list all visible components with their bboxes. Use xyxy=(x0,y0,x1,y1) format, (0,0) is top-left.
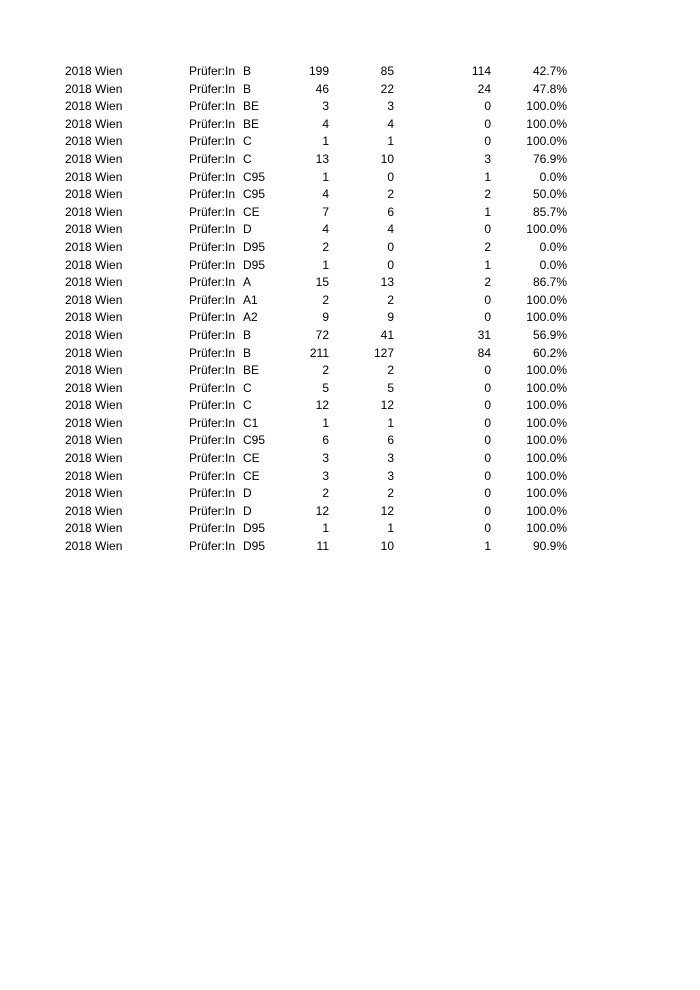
passed-cell: 9 xyxy=(387,310,394,325)
table-row xyxy=(0,63,700,81)
passed-cell: 2 xyxy=(387,187,394,202)
passed-cell: 1 xyxy=(387,521,394,536)
year-city-cell: 2018 Wien xyxy=(65,187,123,202)
role-cell: Prüfer:In xyxy=(189,433,236,448)
license-class-cell: B xyxy=(243,81,252,96)
role-cell: Prüfer:In xyxy=(189,345,236,360)
table-row xyxy=(0,292,700,310)
pass-rate-cell: 100.0% xyxy=(526,116,567,131)
passed-cell: 13 xyxy=(380,275,394,290)
failed-cell: 0 xyxy=(484,310,491,325)
license-class-cell: D xyxy=(243,503,252,518)
role-cell: Prüfer:In xyxy=(189,134,236,149)
total-cell: 1 xyxy=(322,521,329,536)
pass-rate-cell: 56.9% xyxy=(532,327,567,342)
pass-rate-cell: 86.7% xyxy=(532,275,567,290)
passed-cell: 12 xyxy=(380,398,394,413)
license-class-cell: CE xyxy=(243,451,260,466)
year-city-cell: 2018 Wien xyxy=(65,292,123,307)
year-city-cell: 2018 Wien xyxy=(65,433,123,448)
year-city-cell: 2018 Wien xyxy=(65,169,123,184)
failed-cell: 2 xyxy=(484,187,491,202)
failed-cell: 1 xyxy=(484,204,491,219)
table-row xyxy=(0,415,700,433)
year-city-cell: 2018 Wien xyxy=(65,116,123,131)
passed-cell: 4 xyxy=(387,116,394,131)
passed-cell: 127 xyxy=(373,345,394,360)
passed-cell: 22 xyxy=(380,81,394,96)
year-city-cell: 2018 Wien xyxy=(65,134,123,149)
year-city-cell: 2018 Wien xyxy=(65,398,123,413)
total-cell: 1 xyxy=(322,134,329,149)
total-cell: 1 xyxy=(322,169,329,184)
failed-cell: 0 xyxy=(484,99,491,114)
passed-cell: 2 xyxy=(387,292,394,307)
failed-cell: 0 xyxy=(484,433,491,448)
total-cell: 4 xyxy=(322,187,329,202)
pass-rate-cell: 100.0% xyxy=(526,433,567,448)
failed-cell: 0 xyxy=(484,521,491,536)
table-row xyxy=(0,239,700,257)
table-row xyxy=(0,520,700,538)
pass-rate-cell: 100.0% xyxy=(526,398,567,413)
pass-rate-cell: 100.0% xyxy=(526,521,567,536)
pass-rate-cell: 100.0% xyxy=(526,222,567,237)
pass-rate-cell: 100.0% xyxy=(526,99,567,114)
license-class-cell: D95 xyxy=(243,539,266,554)
total-cell: 4 xyxy=(322,222,329,237)
total-cell: 1 xyxy=(322,257,329,272)
year-city-cell: 2018 Wien xyxy=(65,275,123,290)
license-class-cell: B xyxy=(243,64,252,78)
role-cell: Prüfer:In xyxy=(189,503,236,518)
role-cell: Prüfer:In xyxy=(189,169,236,184)
passed-cell: 5 xyxy=(387,380,394,395)
role-cell: Prüfer:In xyxy=(189,292,236,307)
license-class-cell: BE xyxy=(243,99,260,114)
table-row xyxy=(0,362,700,380)
passed-cell: 10 xyxy=(380,151,394,166)
total-cell: 3 xyxy=(322,468,329,483)
passed-cell: 3 xyxy=(387,468,394,483)
passed-cell: 1 xyxy=(387,415,394,430)
table-row xyxy=(0,133,700,151)
failed-cell: 0 xyxy=(484,222,491,237)
pass-rate-cell: 90.9% xyxy=(532,539,567,554)
failed-cell: 0 xyxy=(484,486,491,501)
license-class-cell: C95 xyxy=(243,169,266,184)
failed-cell: 31 xyxy=(477,327,491,342)
year-city-cell: 2018 Wien xyxy=(65,503,123,518)
pass-rate-cell: 100.0% xyxy=(526,486,567,501)
table-row xyxy=(0,98,700,116)
table-row xyxy=(0,186,700,204)
passed-cell: 1 xyxy=(387,134,394,149)
year-city-cell: 2018 Wien xyxy=(65,468,123,483)
year-city-cell: 2018 Wien xyxy=(65,486,123,501)
year-city-cell: 2018 Wien xyxy=(65,380,123,395)
failed-cell: 0 xyxy=(484,468,491,483)
passed-cell: 85 xyxy=(380,64,394,78)
table-row xyxy=(0,327,700,345)
license-class-cell: B xyxy=(243,345,252,360)
passed-cell: 0 xyxy=(387,257,394,272)
year-city-cell: 2018 Wien xyxy=(65,204,123,219)
license-class-cell: C xyxy=(243,151,252,166)
failed-cell: 0 xyxy=(484,415,491,430)
license-class-cell: BE xyxy=(243,116,260,131)
table-row xyxy=(0,380,700,398)
total-cell: 2 xyxy=(322,486,329,501)
failed-cell: 0 xyxy=(484,451,491,466)
pass-rate-cell: 100.0% xyxy=(526,468,567,483)
total-cell: 12 xyxy=(315,503,329,518)
year-city-cell: 2018 Wien xyxy=(65,239,123,254)
year-city-cell: 2018 Wien xyxy=(65,451,123,466)
license-class-cell: C xyxy=(243,380,252,395)
failed-cell: 0 xyxy=(484,134,491,149)
passed-cell: 4 xyxy=(387,222,394,237)
license-class-cell: BE xyxy=(243,363,260,378)
table-row xyxy=(0,221,700,239)
table-row xyxy=(0,468,700,486)
failed-cell: 2 xyxy=(484,275,491,290)
failed-cell: 0 xyxy=(484,363,491,378)
pass-rate-cell: 76.9% xyxy=(532,151,567,166)
passed-cell: 2 xyxy=(387,363,394,378)
year-city-cell: 2018 Wien xyxy=(65,345,123,360)
role-cell: Prüfer:In xyxy=(189,415,236,430)
role-cell: Prüfer:In xyxy=(189,239,236,254)
license-class-cell: CE xyxy=(243,204,260,219)
license-class-cell: A2 xyxy=(243,310,258,325)
failed-cell: 0 xyxy=(484,503,491,518)
passed-cell: 0 xyxy=(387,169,394,184)
license-class-cell: CE xyxy=(243,468,260,483)
role-cell: Prüfer:In xyxy=(189,222,236,237)
role-cell: Prüfer:In xyxy=(189,451,236,466)
pass-rate-cell: 0.0% xyxy=(539,257,567,272)
total-cell: 6 xyxy=(322,433,329,448)
license-class-cell: D95 xyxy=(243,521,266,536)
total-cell: 1 xyxy=(322,415,329,430)
year-city-cell: 2018 Wien xyxy=(65,521,123,536)
table-row xyxy=(0,204,700,222)
license-class-cell: C95 xyxy=(243,433,266,448)
year-city-cell: 2018 Wien xyxy=(65,415,123,430)
failed-cell: 0 xyxy=(484,380,491,395)
table-row xyxy=(0,116,700,134)
license-class-cell: D xyxy=(243,222,252,237)
pass-rate-cell: 100.0% xyxy=(526,134,567,149)
pass-rate-cell: 60.2% xyxy=(532,345,567,360)
total-cell: 46 xyxy=(315,81,329,96)
role-cell: Prüfer:In xyxy=(189,151,236,166)
passed-cell: 3 xyxy=(387,99,394,114)
year-city-cell: 2018 Wien xyxy=(65,64,123,78)
table-row xyxy=(0,274,700,292)
passed-cell: 6 xyxy=(387,433,394,448)
failed-cell: 1 xyxy=(484,169,491,184)
failed-cell: 24 xyxy=(477,81,491,96)
pass-rate-cell: 100.0% xyxy=(526,380,567,395)
role-cell: Prüfer:In xyxy=(189,187,236,202)
year-city-cell: 2018 Wien xyxy=(65,257,123,272)
license-class-cell: C1 xyxy=(243,415,259,430)
role-cell: Prüfer:In xyxy=(189,327,236,342)
role-cell: Prüfer:In xyxy=(189,275,236,290)
year-city-cell: 2018 Wien xyxy=(65,99,123,114)
passed-cell: 6 xyxy=(387,204,394,219)
total-cell: 211 xyxy=(309,345,329,360)
role-cell: Prüfer:In xyxy=(189,116,236,131)
total-cell: 9 xyxy=(322,310,329,325)
total-cell: 2 xyxy=(322,292,329,307)
failed-cell: 2 xyxy=(484,239,491,254)
table-row xyxy=(0,81,700,99)
table-row xyxy=(0,345,700,363)
total-cell: 13 xyxy=(315,151,329,166)
failed-cell: 114 xyxy=(471,64,491,78)
role-cell: Prüfer:In xyxy=(189,257,236,272)
table-row xyxy=(0,432,700,450)
failed-cell: 1 xyxy=(484,257,491,272)
pass-rate-cell: 50.0% xyxy=(532,187,567,202)
year-city-cell: 2018 Wien xyxy=(65,222,123,237)
total-cell: 11 xyxy=(316,539,329,554)
year-city-cell: 2018 Wien xyxy=(65,539,123,554)
failed-cell: 0 xyxy=(484,398,491,413)
pass-rate-cell: 47.8% xyxy=(532,81,567,96)
role-cell: Prüfer:In xyxy=(189,380,236,395)
table-row xyxy=(0,538,700,556)
role-cell: Prüfer:In xyxy=(189,310,236,325)
role-cell: Prüfer:In xyxy=(189,539,236,554)
license-class-cell: D95 xyxy=(243,257,266,272)
license-class-cell: C95 xyxy=(243,187,266,202)
table-row xyxy=(0,503,700,521)
total-cell: 72 xyxy=(315,327,329,342)
pass-rate-cell: 100.0% xyxy=(526,310,567,325)
role-cell: Prüfer:In xyxy=(189,468,236,483)
year-city-cell: 2018 Wien xyxy=(65,310,123,325)
pass-rate-cell: 0.0% xyxy=(539,239,567,254)
license-class-cell: B xyxy=(243,327,252,342)
table-row xyxy=(0,257,700,275)
total-cell: 12 xyxy=(315,398,329,413)
license-class-cell: D95 xyxy=(243,239,266,254)
failed-cell: 3 xyxy=(484,151,491,166)
license-class-cell: D xyxy=(243,486,252,501)
failed-cell: 1 xyxy=(484,539,491,554)
pass-rate-cell: 0.0% xyxy=(539,169,567,184)
failed-cell: 84 xyxy=(477,345,491,360)
license-class-cell: C xyxy=(243,398,252,413)
table-row xyxy=(0,169,700,187)
role-cell: Prüfer:In xyxy=(189,521,236,536)
role-cell: Prüfer:In xyxy=(189,64,236,78)
passed-cell: 10 xyxy=(380,539,394,554)
role-cell: Prüfer:In xyxy=(189,81,236,96)
year-city-cell: 2018 Wien xyxy=(65,363,123,378)
total-cell: 7 xyxy=(322,204,329,219)
year-city-cell: 2018 Wien xyxy=(65,81,123,96)
pass-rate-cell: 100.0% xyxy=(526,451,567,466)
license-class-cell: A xyxy=(243,275,252,290)
table-row xyxy=(0,397,700,415)
role-cell: Prüfer:In xyxy=(189,486,236,501)
table-row xyxy=(0,485,700,503)
total-cell: 3 xyxy=(322,99,329,114)
table-row xyxy=(0,450,700,468)
total-cell: 2 xyxy=(322,239,329,254)
table-row xyxy=(0,309,700,327)
table-row xyxy=(0,151,700,169)
passed-cell: 2 xyxy=(387,486,394,501)
pass-rate-cell: 100.0% xyxy=(526,363,567,378)
total-cell: 2 xyxy=(322,363,329,378)
role-cell: Prüfer:In xyxy=(189,99,236,114)
total-cell: 4 xyxy=(322,116,329,131)
passed-cell: 41 xyxy=(380,327,394,342)
pass-rate-cell: 42.7% xyxy=(532,64,567,78)
passed-cell: 12 xyxy=(380,503,394,518)
license-class-cell: A1 xyxy=(243,292,258,307)
passed-cell: 3 xyxy=(387,451,394,466)
passed-cell: 0 xyxy=(387,239,394,254)
pass-rate-cell: 100.0% xyxy=(526,292,567,307)
license-class-cell: C xyxy=(243,134,252,149)
pass-rate-cell: 85.7% xyxy=(532,204,567,219)
total-cell: 15 xyxy=(315,275,329,290)
role-cell: Prüfer:In xyxy=(189,363,236,378)
failed-cell: 0 xyxy=(484,292,491,307)
role-cell: Prüfer:In xyxy=(189,204,236,219)
role-cell: Prüfer:In xyxy=(189,398,236,413)
failed-cell: 0 xyxy=(484,116,491,131)
year-city-cell: 2018 Wien xyxy=(65,151,123,166)
year-city-cell: 2018 Wien xyxy=(65,327,123,342)
pass-rate-cell: 100.0% xyxy=(526,503,567,518)
total-cell: 3 xyxy=(322,451,329,466)
total-cell: 199 xyxy=(308,64,329,78)
data-table xyxy=(0,63,700,556)
pass-rate-cell: 100.0% xyxy=(526,415,567,430)
total-cell: 5 xyxy=(322,380,329,395)
